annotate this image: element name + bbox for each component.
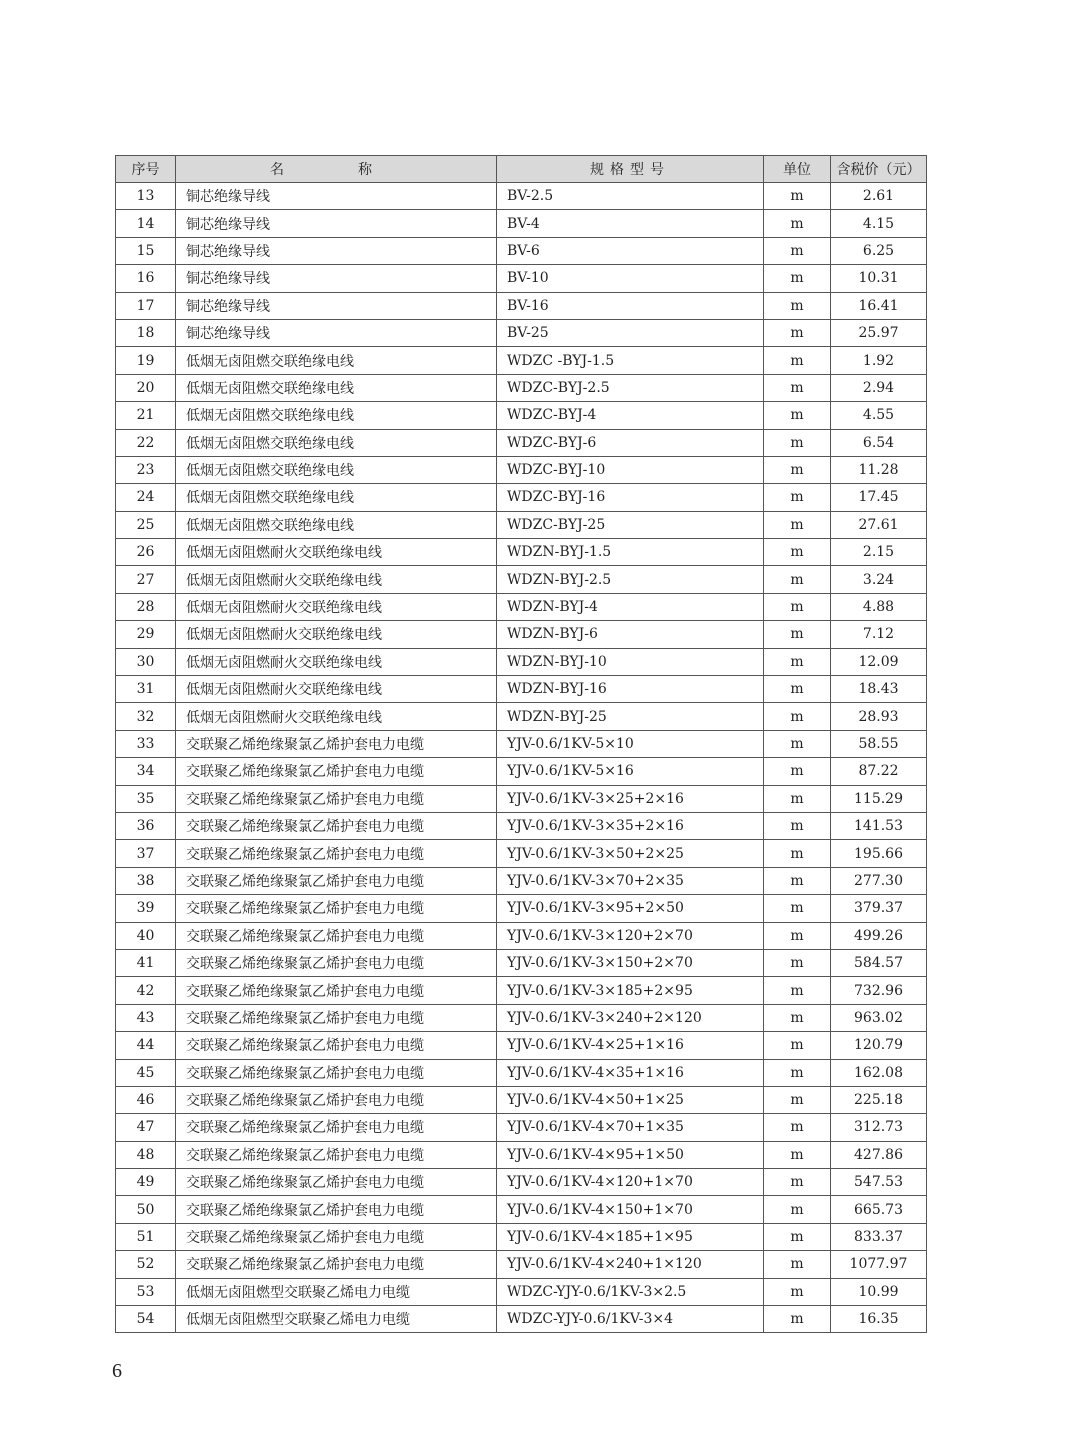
cell-index: 25 — [116, 511, 176, 538]
table-row — [116, 319, 927, 346]
cell-index: 49 — [116, 1169, 176, 1196]
cell-index: 45 — [116, 1059, 176, 1086]
table-row — [116, 949, 927, 976]
cell-name: 铜芯绝缘导线 — [176, 183, 497, 210]
table-row — [116, 1278, 927, 1305]
cell-unit: m — [764, 347, 831, 374]
cell-spec: WDZN-BYJ-16 — [497, 676, 764, 703]
table-header-row — [116, 156, 927, 183]
cell-name: 交联聚乙烯绝缘聚氯乙烯护套电力电缆 — [176, 785, 497, 812]
cell-price: 732.96 — [831, 977, 927, 1004]
cell-price: 4.15 — [831, 210, 927, 237]
cell-name: 低烟无卤阻燃耐火交联绝缘电线 — [176, 593, 497, 620]
cell-unit: m — [764, 1169, 831, 1196]
header-index: 序号 — [116, 156, 176, 183]
cell-price: 427.86 — [831, 1141, 927, 1168]
cell-name: 铜芯绝缘导线 — [176, 210, 497, 237]
cell-spec: BV-16 — [497, 292, 764, 319]
cell-price: 225.18 — [831, 1086, 927, 1113]
cell-price: 16.41 — [831, 292, 927, 319]
table-row — [116, 1032, 927, 1059]
cell-index: 28 — [116, 593, 176, 620]
cell-price: 141.53 — [831, 812, 927, 839]
table-row — [116, 1169, 927, 1196]
cell-name: 交联聚乙烯绝缘聚氯乙烯护套电力电缆 — [176, 1032, 497, 1059]
cell-price: 833.37 — [831, 1223, 927, 1250]
cell-price: 2.61 — [831, 183, 927, 210]
cell-index: 36 — [116, 812, 176, 839]
cell-spec: WDZC-YJY-0.6/1KV-3×4 — [497, 1306, 764, 1333]
table-row — [116, 183, 927, 210]
cell-unit: m — [764, 1114, 831, 1141]
cell-price: 162.08 — [831, 1059, 927, 1086]
cell-index: 38 — [116, 867, 176, 894]
table-row — [116, 676, 927, 703]
cell-name: 交联聚乙烯绝缘聚氯乙烯护套电力电缆 — [176, 758, 497, 785]
cell-name: 交联聚乙烯绝缘聚氯乙烯护套电力电缆 — [176, 1223, 497, 1250]
cell-index: 14 — [116, 210, 176, 237]
cell-name: 低烟无卤阻燃交联绝缘电线 — [176, 429, 497, 456]
cell-spec: WDZN-BYJ-6 — [497, 621, 764, 648]
cell-spec: YJV-0.6/1KV-3×70+2×35 — [497, 867, 764, 894]
cell-name: 交联聚乙烯绝缘聚氯乙烯护套电力电缆 — [176, 1251, 497, 1278]
cell-name: 低烟无卤阻燃交联绝缘电线 — [176, 374, 497, 401]
cell-unit: m — [764, 1251, 831, 1278]
header-name: 名 称 — [176, 156, 497, 183]
cell-spec: WDZN-BYJ-2.5 — [497, 566, 764, 593]
cell-unit: m — [764, 703, 831, 730]
table-row — [116, 292, 927, 319]
cell-index: 42 — [116, 977, 176, 1004]
cell-spec: YJV-0.6/1KV-4×150+1×70 — [497, 1196, 764, 1223]
table-row — [116, 539, 927, 566]
cell-index: 34 — [116, 758, 176, 785]
table-row — [116, 648, 927, 675]
cell-index: 47 — [116, 1114, 176, 1141]
cell-price: 3.24 — [831, 566, 927, 593]
cell-spec: WDZC-BYJ-25 — [497, 511, 764, 538]
cell-name: 交联聚乙烯绝缘聚氯乙烯护套电力电缆 — [176, 840, 497, 867]
table-row — [116, 812, 927, 839]
cell-unit: m — [764, 1278, 831, 1305]
cell-price: 25.97 — [831, 319, 927, 346]
cell-unit: m — [764, 1086, 831, 1113]
cell-unit: m — [764, 210, 831, 237]
cell-index: 20 — [116, 374, 176, 401]
cell-unit: m — [764, 456, 831, 483]
cell-spec: YJV-0.6/1KV-4×35+1×16 — [497, 1059, 764, 1086]
cell-unit: m — [764, 730, 831, 757]
cell-name: 低烟无卤阻燃耐火交联绝缘电线 — [176, 566, 497, 593]
cell-name: 铜芯绝缘导线 — [176, 237, 497, 264]
cell-index: 35 — [116, 785, 176, 812]
cell-price: 4.55 — [831, 402, 927, 429]
cell-spec: WDZC-BYJ-4 — [497, 402, 764, 429]
cell-name: 交联聚乙烯绝缘聚氯乙烯护套电力电缆 — [176, 867, 497, 894]
cell-name: 低烟无卤阻燃型交联聚乙烯电力电缆 — [176, 1278, 497, 1305]
cell-unit: m — [764, 840, 831, 867]
cell-index: 18 — [116, 319, 176, 346]
cell-unit: m — [764, 867, 831, 894]
cell-unit: m — [764, 895, 831, 922]
table-row — [116, 1086, 927, 1113]
cell-name: 交联聚乙烯绝缘聚氯乙烯护套电力电缆 — [176, 812, 497, 839]
cell-name: 交联聚乙烯绝缘聚氯乙烯护套电力电缆 — [176, 977, 497, 1004]
header-spec: 规格型号 — [497, 156, 764, 183]
table-row — [116, 1251, 927, 1278]
cell-spec: WDZN-BYJ-25 — [497, 703, 764, 730]
cell-name: 交联聚乙烯绝缘聚氯乙烯护套电力电缆 — [176, 1141, 497, 1168]
table-row — [116, 237, 927, 264]
cell-name: 交联聚乙烯绝缘聚氯乙烯护套电力电缆 — [176, 1114, 497, 1141]
cell-name: 交联聚乙烯绝缘聚氯乙烯护套电力电缆 — [176, 1004, 497, 1031]
cell-spec: BV-6 — [497, 237, 764, 264]
cell-name: 低烟无卤阻燃交联绝缘电线 — [176, 484, 497, 511]
cell-unit: m — [764, 402, 831, 429]
cell-price: 277.30 — [831, 867, 927, 894]
cell-price: 18.43 — [831, 676, 927, 703]
cell-name: 低烟无卤阻燃交联绝缘电线 — [176, 347, 497, 374]
table-row — [116, 566, 927, 593]
cell-spec: WDZN-BYJ-10 — [497, 648, 764, 675]
cell-spec: YJV-0.6/1KV-4×50+1×25 — [497, 1086, 764, 1113]
table-row — [116, 347, 927, 374]
cell-unit: m — [764, 922, 831, 949]
table-row — [116, 1059, 927, 1086]
cell-unit: m — [764, 593, 831, 620]
cell-spec: YJV-0.6/1KV-4×120+1×70 — [497, 1169, 764, 1196]
cell-unit: m — [764, 785, 831, 812]
cell-price: 4.88 — [831, 593, 927, 620]
table-row — [116, 1114, 927, 1141]
cell-unit: m — [764, 539, 831, 566]
table-row — [116, 265, 927, 292]
table-row — [116, 374, 927, 401]
cell-index: 31 — [116, 676, 176, 703]
cell-price: 2.15 — [831, 539, 927, 566]
cell-spec: WDZC -BYJ-1.5 — [497, 347, 764, 374]
table-row — [116, 1223, 927, 1250]
table-row — [116, 1141, 927, 1168]
cell-unit: m — [764, 758, 831, 785]
table-row — [116, 922, 927, 949]
cell-index: 32 — [116, 703, 176, 730]
cell-spec: YJV-0.6/1KV-3×240+2×120 — [497, 1004, 764, 1031]
cell-price: 27.61 — [831, 511, 927, 538]
cell-price: 6.25 — [831, 237, 927, 264]
table-body — [116, 183, 927, 1333]
table-row — [116, 1004, 927, 1031]
cell-index: 27 — [116, 566, 176, 593]
cell-unit: m — [764, 621, 831, 648]
table-row — [116, 867, 927, 894]
cell-name: 交联聚乙烯绝缘聚氯乙烯护套电力电缆 — [176, 1059, 497, 1086]
cell-index: 16 — [116, 265, 176, 292]
table-row — [116, 840, 927, 867]
cell-name: 低烟无卤阻燃耐火交联绝缘电线 — [176, 621, 497, 648]
cell-index: 17 — [116, 292, 176, 319]
cell-price: 2.94 — [831, 374, 927, 401]
table-row — [116, 484, 927, 511]
cell-price: 58.55 — [831, 730, 927, 757]
cell-index: 24 — [116, 484, 176, 511]
cell-unit: m — [764, 949, 831, 976]
cell-index: 43 — [116, 1004, 176, 1031]
table-row — [116, 402, 927, 429]
cell-spec: WDZC-YJY-0.6/1KV-3×2.5 — [497, 1278, 764, 1305]
table-row — [116, 785, 927, 812]
cell-unit: m — [764, 237, 831, 264]
table-row — [116, 895, 927, 922]
cell-name: 交联聚乙烯绝缘聚氯乙烯护套电力电缆 — [176, 1086, 497, 1113]
cell-spec: YJV-0.6/1KV-5×10 — [497, 730, 764, 757]
cell-spec: BV-2.5 — [497, 183, 764, 210]
cell-spec: WDZC-BYJ-16 — [497, 484, 764, 511]
cell-index: 50 — [116, 1196, 176, 1223]
cell-unit: m — [764, 1223, 831, 1250]
cell-unit: m — [764, 1032, 831, 1059]
cell-unit: m — [764, 1004, 831, 1031]
cell-price: 11.28 — [831, 456, 927, 483]
cell-index: 54 — [116, 1306, 176, 1333]
cell-price: 312.73 — [831, 1114, 927, 1141]
cell-unit: m — [764, 1196, 831, 1223]
cell-price: 665.73 — [831, 1196, 927, 1223]
cell-price: 120.79 — [831, 1032, 927, 1059]
cell-spec: BV-10 — [497, 265, 764, 292]
cell-price: 547.53 — [831, 1169, 927, 1196]
cell-price: 6.54 — [831, 429, 927, 456]
cell-price: 115.29 — [831, 785, 927, 812]
cell-name: 交联聚乙烯绝缘聚氯乙烯护套电力电缆 — [176, 895, 497, 922]
cell-unit: m — [764, 812, 831, 839]
cell-index: 13 — [116, 183, 176, 210]
cell-price: 10.99 — [831, 1278, 927, 1305]
table-row — [116, 1196, 927, 1223]
cell-price: 1077.97 — [831, 1251, 927, 1278]
cell-unit: m — [764, 648, 831, 675]
table-row — [116, 977, 927, 1004]
table-row — [116, 730, 927, 757]
cell-price: 195.66 — [831, 840, 927, 867]
cell-index: 23 — [116, 456, 176, 483]
table-row — [116, 511, 927, 538]
cell-index: 21 — [116, 402, 176, 429]
cell-unit: m — [764, 319, 831, 346]
cell-name: 铜芯绝缘导线 — [176, 292, 497, 319]
cell-spec: WDZN-BYJ-1.5 — [497, 539, 764, 566]
cell-index: 53 — [116, 1278, 176, 1305]
cell-index: 51 — [116, 1223, 176, 1250]
table-row — [116, 429, 927, 456]
cell-unit: m — [764, 183, 831, 210]
table-row — [116, 621, 927, 648]
cell-name: 交联聚乙烯绝缘聚氯乙烯护套电力电缆 — [176, 1196, 497, 1223]
cell-price: 87.22 — [831, 758, 927, 785]
cell-price: 379.37 — [831, 895, 927, 922]
cell-name: 铜芯绝缘导线 — [176, 265, 497, 292]
cell-unit: m — [764, 265, 831, 292]
cell-index: 46 — [116, 1086, 176, 1113]
cell-price: 16.35 — [831, 1306, 927, 1333]
cell-price: 584.57 — [831, 949, 927, 976]
cell-spec: YJV-0.6/1KV-4×95+1×50 — [497, 1141, 764, 1168]
table-row — [116, 758, 927, 785]
cell-price: 12.09 — [831, 648, 927, 675]
cell-spec: BV-4 — [497, 210, 764, 237]
cell-index: 39 — [116, 895, 176, 922]
table-row — [116, 593, 927, 620]
price-table — [115, 155, 927, 1333]
cell-unit: m — [764, 374, 831, 401]
cell-index: 33 — [116, 730, 176, 757]
cell-unit: m — [764, 977, 831, 1004]
cell-price: 10.31 — [831, 265, 927, 292]
cell-spec: YJV-0.6/1KV-4×25+1×16 — [497, 1032, 764, 1059]
cell-name: 低烟无卤阻燃交联绝缘电线 — [176, 402, 497, 429]
table-row — [116, 703, 927, 730]
cell-price: 7.12 — [831, 621, 927, 648]
cell-unit: m — [764, 566, 831, 593]
cell-unit: m — [764, 1306, 831, 1333]
cell-price: 17.45 — [831, 484, 927, 511]
cell-price: 499.26 — [831, 922, 927, 949]
cell-spec: YJV-0.6/1KV-3×120+2×70 — [497, 922, 764, 949]
cell-spec: YJV-0.6/1KV-3×50+2×25 — [497, 840, 764, 867]
cell-spec: YJV-0.6/1KV-3×25+2×16 — [497, 785, 764, 812]
cell-unit: m — [764, 511, 831, 538]
cell-index: 29 — [116, 621, 176, 648]
cell-name: 低烟无卤阻燃型交联聚乙烯电力电缆 — [176, 1306, 497, 1333]
cell-spec: BV-25 — [497, 319, 764, 346]
cell-index: 30 — [116, 648, 176, 675]
cell-name: 铜芯绝缘导线 — [176, 319, 497, 346]
table-row — [116, 210, 927, 237]
cell-spec: YJV-0.6/1KV-3×150+2×70 — [497, 949, 764, 976]
cell-spec: YJV-0.6/1KV-4×240+1×120 — [497, 1251, 764, 1278]
cell-price: 1.92 — [831, 347, 927, 374]
header-unit: 单位 — [764, 156, 831, 183]
cell-spec: WDZC-BYJ-2.5 — [497, 374, 764, 401]
cell-spec: YJV-0.6/1KV-4×70+1×35 — [497, 1114, 764, 1141]
cell-name: 低烟无卤阻燃交联绝缘电线 — [176, 511, 497, 538]
cell-price: 28.93 — [831, 703, 927, 730]
cell-name: 低烟无卤阻燃耐火交联绝缘电线 — [176, 539, 497, 566]
cell-unit: m — [764, 484, 831, 511]
cell-name: 交联聚乙烯绝缘聚氯乙烯护套电力电缆 — [176, 922, 497, 949]
cell-index: 44 — [116, 1032, 176, 1059]
cell-unit: m — [764, 292, 831, 319]
cell-name: 低烟无卤阻燃耐火交联绝缘电线 — [176, 648, 497, 675]
cell-name: 交联聚乙烯绝缘聚氯乙烯护套电力电缆 — [176, 730, 497, 757]
cell-index: 26 — [116, 539, 176, 566]
cell-name: 低烟无卤阻燃耐火交联绝缘电线 — [176, 703, 497, 730]
cell-spec: WDZN-BYJ-4 — [497, 593, 764, 620]
cell-index: 41 — [116, 949, 176, 976]
table-row — [116, 456, 927, 483]
cell-spec: WDZC-BYJ-10 — [497, 456, 764, 483]
cell-spec: YJV-0.6/1KV-3×95+2×50 — [497, 895, 764, 922]
header-price: 含税价（元） — [831, 156, 927, 183]
cell-spec: YJV-0.6/1KV-4×185+1×95 — [497, 1223, 764, 1250]
cell-spec: YJV-0.6/1KV-3×35+2×16 — [497, 812, 764, 839]
cell-unit: m — [764, 1059, 831, 1086]
cell-unit: m — [764, 429, 831, 456]
cell-price: 963.02 — [831, 1004, 927, 1031]
cell-unit: m — [764, 1141, 831, 1168]
cell-index: 37 — [116, 840, 176, 867]
cell-spec: YJV-0.6/1KV-3×185+2×95 — [497, 977, 764, 1004]
cell-index: 40 — [116, 922, 176, 949]
cell-name: 交联聚乙烯绝缘聚氯乙烯护套电力电缆 — [176, 1169, 497, 1196]
cell-name: 交联聚乙烯绝缘聚氯乙烯护套电力电缆 — [176, 949, 497, 976]
cell-spec: YJV-0.6/1KV-5×16 — [497, 758, 764, 785]
cell-index: 15 — [116, 237, 176, 264]
cell-name: 低烟无卤阻燃交联绝缘电线 — [176, 456, 497, 483]
cell-index: 19 — [116, 347, 176, 374]
cell-index: 48 — [116, 1141, 176, 1168]
cell-index: 22 — [116, 429, 176, 456]
cell-spec: WDZC-BYJ-6 — [497, 429, 764, 456]
cell-index: 52 — [116, 1251, 176, 1278]
cell-unit: m — [764, 676, 831, 703]
table-row — [116, 1306, 927, 1333]
page-number: 6 — [112, 1360, 122, 1382]
cell-name: 低烟无卤阻燃耐火交联绝缘电线 — [176, 676, 497, 703]
